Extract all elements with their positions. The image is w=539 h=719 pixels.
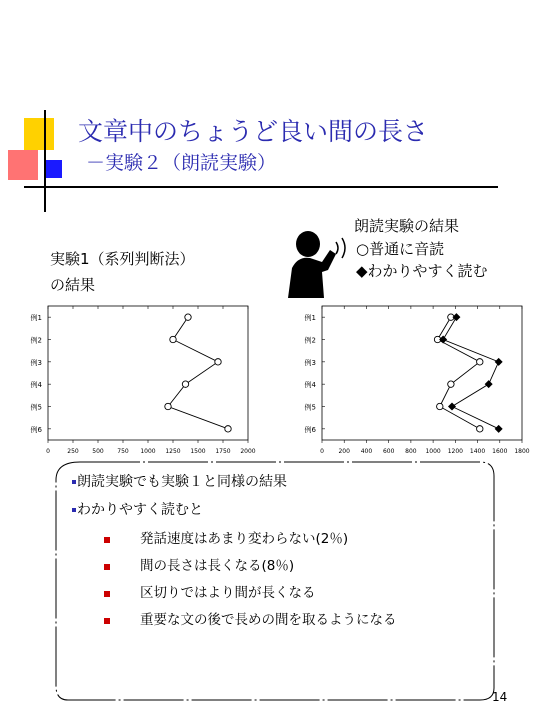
sub-bullet-text: 間の長さは長くなる(8％) bbox=[140, 558, 295, 574]
x-tick-label: 2000 bbox=[240, 448, 256, 455]
reading-results-clear: ◆わかりやすく読む bbox=[356, 262, 488, 280]
y-tick-label: 例4 bbox=[304, 381, 316, 390]
sub-bullet-item bbox=[104, 608, 397, 635]
y-tick-label: 例3 bbox=[30, 358, 42, 367]
red-bullet bbox=[104, 537, 110, 543]
x-tick-label: 0 bbox=[46, 448, 50, 455]
y-tick-label: 例6 bbox=[304, 425, 316, 434]
x-tick-label: 600 bbox=[382, 448, 395, 455]
sub-bullet-text: 発話速度はあまり変わらない(2％) bbox=[140, 531, 349, 547]
summary-bullet-2-text: わかりやすく読むと bbox=[77, 502, 203, 518]
x-tick-label: 1250 bbox=[165, 448, 181, 455]
summary-bullet-2 bbox=[72, 499, 203, 519]
sub-bullet-item bbox=[104, 527, 397, 554]
y-tick-label: 例1 bbox=[30, 314, 42, 323]
x-tick-label: 800 bbox=[405, 448, 417, 455]
x-tick-label: 1750 bbox=[215, 448, 231, 455]
exp1-label-line2: の結果 bbox=[50, 276, 96, 294]
y-tick-label: 例5 bbox=[304, 403, 316, 412]
y-tick-label: 例1 bbox=[304, 314, 316, 323]
reading-results-normal: ○普通に音読 bbox=[356, 240, 445, 258]
y-tick-label: 例5 bbox=[30, 403, 42, 412]
bullet-dot bbox=[72, 508, 76, 512]
red-bullet bbox=[104, 591, 110, 597]
page-number: 14 bbox=[492, 690, 508, 704]
summary-bullet-1 bbox=[72, 471, 287, 491]
reading-results-title: 朗読実験の結果 bbox=[354, 217, 460, 235]
sub-bullet-item bbox=[104, 554, 397, 581]
y-tick-label: 例2 bbox=[304, 336, 316, 345]
sub-bullet-text: 区切りではより間が長くなる bbox=[140, 585, 316, 601]
x-tick-label: 400 bbox=[360, 448, 373, 455]
x-tick-label: 200 bbox=[338, 448, 350, 455]
x-tick-label: 1800 bbox=[514, 448, 530, 455]
x-tick-label: 1500 bbox=[190, 448, 206, 455]
x-tick-label: 1400 bbox=[469, 448, 486, 455]
bullet-dot bbox=[72, 480, 76, 484]
slide-subtitle: －実験２（朗読実験） bbox=[86, 152, 277, 174]
sub-bullet-item bbox=[104, 581, 397, 608]
x-tick-label: 0 bbox=[320, 448, 324, 455]
red-bullet bbox=[104, 618, 110, 624]
x-tick-label: 1200 bbox=[447, 448, 463, 455]
y-tick-label: 例2 bbox=[30, 336, 42, 345]
y-tick-label: 例4 bbox=[30, 381, 42, 390]
slide-title: 文章中のちょうど良い間の長さ bbox=[78, 117, 429, 146]
x-tick-label: 1000 bbox=[140, 448, 156, 455]
x-tick-label: 1600 bbox=[492, 448, 508, 455]
x-tick-label: 500 bbox=[92, 448, 104, 455]
sub-bullet-list bbox=[104, 527, 397, 635]
x-tick-label: 250 bbox=[67, 448, 79, 455]
x-tick-label: 750 bbox=[117, 448, 129, 455]
x-tick-label: 1000 bbox=[425, 448, 441, 455]
red-bullet bbox=[104, 564, 110, 570]
summary-bullet-1-text: 朗読実験でも実験１と同様の結果 bbox=[77, 474, 287, 490]
sub-bullet-text: 重要な文の後で長めの間を取るようになる bbox=[140, 612, 397, 628]
exp1-label-line1: 実験1（系列判断法） bbox=[50, 250, 195, 268]
y-tick-label: 例3 bbox=[304, 358, 316, 367]
y-tick-label: 例6 bbox=[30, 425, 42, 434]
